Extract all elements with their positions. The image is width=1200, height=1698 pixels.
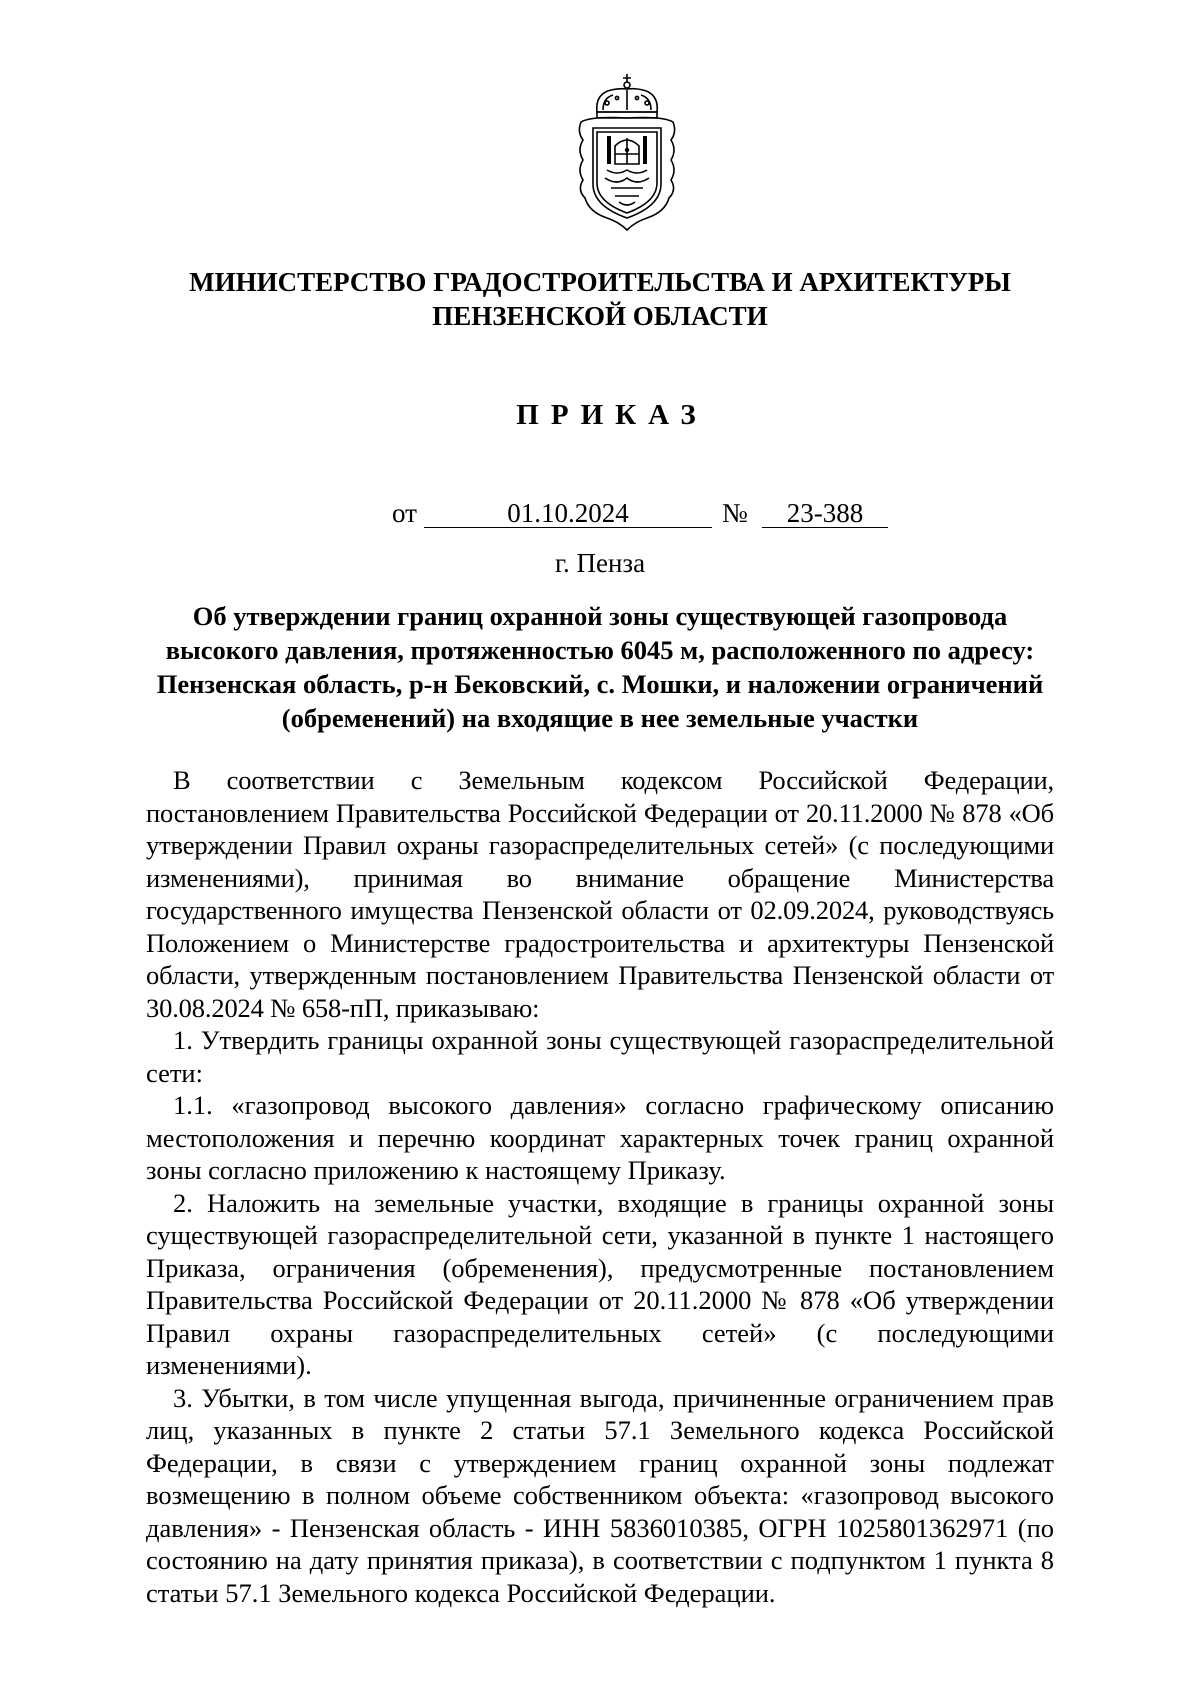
- clause-2: 2. Наложить на земельные участки, входящие в границы охранной зоны существующей газораспределительной сети, указанной в пункте 1 настоящего Приказа, ограничения (обременения), предусмотренные постановлением Правительства Российской Федерации от 20.11.2000 № 878 «Об утверждении Правил охраны газораспределительных сетей» (с последующими изменениями).: [146, 1187, 1054, 1380]
- number-label: №: [722, 498, 748, 528]
- ministry-name-line2: ПЕНЗЕНСКОЙ ОБЛАСТИ: [432, 301, 768, 331]
- preamble-paragraph: В соответствии с Земельным кодексом Российской Федерации, постановлением Правительства Российской Федерации от 20.11.2000 № 878 «Об утверждении Правил охраны газораспределительных сетей» (с последующими изменениями), принимая во внимание обращение Министерства государственного имущества Пензенской области от 02.09.2024, руководствуясь Положением о Министерстве градостроительства и архитектуры Пензенской области, утвержденным постановлением Правительства Пензенской области от 30.08.2024 № 658-пП, приказываю:: [146, 765, 1054, 1023]
- ministry-name-line1: МИНИСТЕРСТВО ГРАДОСТРОИТЕЛЬСТВА И АРХИТЕКТУРЫ: [189, 267, 1011, 297]
- order-number: 23-388: [762, 496, 888, 528]
- order-city: г. Пенза: [554, 548, 646, 578]
- order-date: 01.10.2024: [424, 496, 712, 528]
- order-subject: Об утверждении границ охранной зоны существующей газопровода высокого давления, протяженностью 6045 м, расположенного по адресу: Пензенская область, р-н Бековский, с. Мошки, и наложении ограничений (обременений) на входящие в нее земельные участки: [156, 601, 1044, 733]
- clause-3: 3. Убытки, в том числе упущенная выгода, причиненные ограничением прав лиц, указанных в пункте 2 статьи 57.1 Земельного кодекса Российской Федерации, в связи с утверждением границ охранной зоны подлежат возмещению в полном объеме собственником объекта: «газопровод высокого давления» - Пензенская область - ИНН 5836010385, ОГРН 1025801362971 (по состоянию на дату принятия приказа), в соответствии с подпунктом 1 пункта 8 статьи 57.1 Земельного кодекса Российской Федерации.: [146, 1382, 1054, 1608]
- coat-of-arms-icon: [567, 72, 687, 234]
- clause-1-1: 1.1. «газопровод высокого давления» согласно графическому описанию местоположения и перечню координат характерных точек границ охранной зоны согласно приложению к настоящему Приказу.: [146, 1090, 1054, 1185]
- ministry-name: [150, 265, 1050, 333]
- date-label: от: [392, 498, 417, 528]
- document-type-title: ПРИКАЗ: [516, 399, 708, 431]
- order-body: [146, 764, 1054, 1609]
- clause-1: 1. Утвердить границы охранной зоны существующей газораспределительной сети:: [146, 1025, 1054, 1088]
